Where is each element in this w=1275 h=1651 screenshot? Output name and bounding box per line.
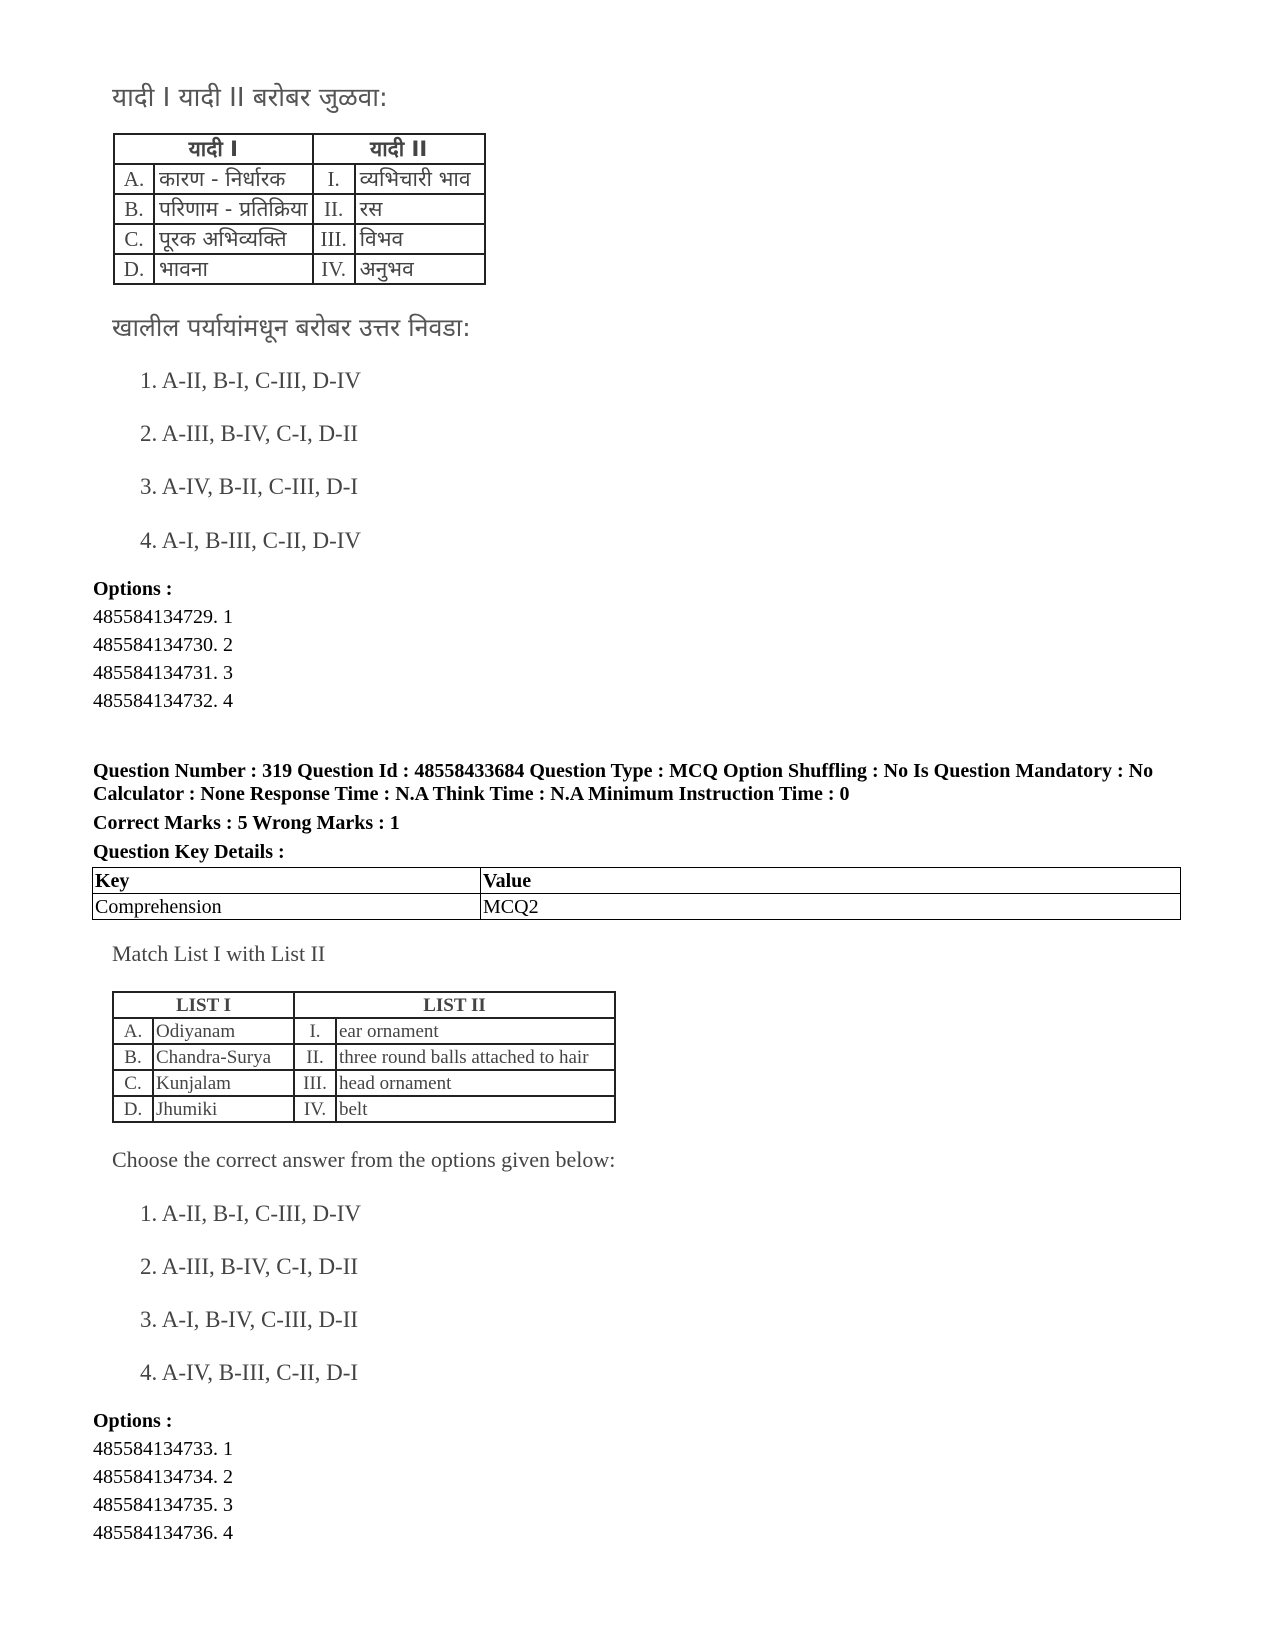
answer-choice: 4. A-IV, B-III, C-II, D-I [140,1360,359,1385]
answer-choice: 1. A-II, B-I, C-III, D-IV [140,1201,361,1226]
list-1-item: परिणाम - प्रतिक्रिया [154,194,313,224]
table-row [114,254,485,284]
key-details-table [92,867,1181,920]
list-1-item: Odiyanam [153,1018,294,1044]
question-image-instruction: खालील पर्यायांमधून बरोबर उत्तर निवडा: [112,313,471,342]
question-meta: Question Number : 319 Question Id : 48558433684 Question Type : MCQ Option Shuffling : No Is Question Mandatory : No Calculator : None Response Time : N.A Think Time : N.A Minimum Instruction Time : 0 [93,760,1154,805]
value-header: Value [481,868,1181,894]
list-2-item: three round balls attached to hair [336,1044,615,1070]
list-2-item: व्यभिचारी भाव [355,164,485,194]
option-id: 485584134734. 2 [93,1466,233,1488]
list-1-header: LIST I [113,992,294,1018]
key-cell: Comprehension [93,894,481,920]
option-id: 485584134735. 3 [93,1494,233,1516]
list-1-letter: D. [113,1096,153,1122]
list-2-numeral: III. [294,1070,336,1096]
list-2-numeral: IV. [294,1096,336,1122]
list-2-item: रस [355,194,485,224]
table-row [113,1018,615,1044]
value-cell: MCQ2 [481,894,1181,920]
answer-choice: 3. A-I, B-IV, C-III, D-II [140,1307,359,1332]
option-id: 485584134733. 1 [93,1438,233,1460]
option-id: 485584134736. 4 [93,1522,233,1544]
table-row [114,224,485,254]
list-2-numeral: I. [294,1018,336,1044]
match-list-table [112,991,616,1123]
list-1-letter: A. [114,164,154,194]
answer-choice: 1. A-II, B-I, C-III, D-IV [140,368,361,393]
list-1-item: Kunjalam [153,1070,294,1096]
list-1-letter: A. [113,1018,153,1044]
option-id: 485584134729. 1 [93,606,233,628]
list-1-letter: B. [113,1044,153,1070]
list-2-numeral: IV. [313,254,355,284]
list-2-item: belt [336,1096,615,1122]
key-header: Key [93,868,481,894]
table-header-row [93,868,1181,894]
table-row [114,164,485,194]
list-1-letter: B. [114,194,154,224]
question-image-title: Match List I with List II [112,941,326,966]
list-2-item: ear ornament [336,1018,615,1044]
list-1-letter: C. [114,224,154,254]
list-2-numeral: I. [313,164,355,194]
list-2-header: यादी II [313,134,485,164]
question-image-title: यादी I यादी II बरोबर जुळवा: [112,83,388,113]
list-1-item: Jhumiki [153,1096,294,1122]
table-row [113,1070,615,1096]
list-2-item: head ornament [336,1070,615,1096]
options-label: Options : [93,1410,173,1432]
list-2-numeral: III. [313,224,355,254]
answer-choice: 2. A-III, B-IV, C-I, D-II [140,421,359,446]
option-id: 485584134731. 3 [93,662,233,684]
table-row [113,1096,615,1122]
list-1-letter: D. [114,254,154,284]
list-1-item: पूरक अभिव्यक्ति [154,224,313,254]
question-image-instruction: Choose the correct answer from the options given below: [112,1147,616,1172]
list-1-item: Chandra-Surya [153,1044,294,1070]
list-1-item: कारण - निर्धारक [154,164,313,194]
table-row [113,1044,615,1070]
list-2-numeral: II. [313,194,355,224]
list-1-header: यादी I [114,134,313,164]
list-2-header: LIST II [294,992,615,1018]
table-row [93,894,1181,920]
list-2-item: विभव [355,224,485,254]
list-2-numeral: II. [294,1044,336,1070]
answer-choice: 4. A-I, B-III, C-II, D-IV [140,528,361,553]
option-id: 485584134730. 2 [93,634,233,656]
table-row [114,194,485,224]
list-2-item: अनुभव [355,254,485,284]
answer-choice: 2. A-III, B-IV, C-I, D-II [140,1254,359,1279]
answer-choice: 3. A-IV, B-II, C-III, D-I [140,474,359,499]
list-1-letter: C. [113,1070,153,1096]
options-label: Options : [93,578,173,600]
question-marks: Correct Marks : 5 Wrong Marks : 1 [93,812,400,834]
match-list-table [113,133,486,285]
list-1-item: भावना [154,254,313,284]
option-id: 485584134732. 4 [93,690,233,712]
key-details-label: Question Key Details : [93,841,285,863]
